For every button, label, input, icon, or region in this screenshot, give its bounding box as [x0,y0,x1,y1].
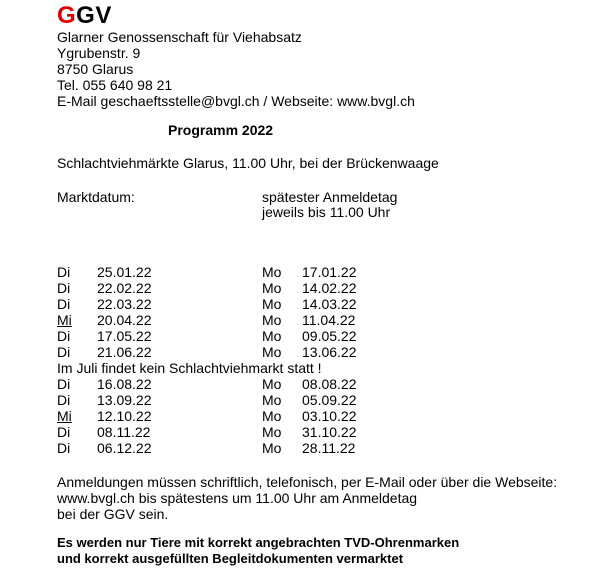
schedule-row [57,392,397,408]
market-date: 20.04.22 [97,312,152,328]
street-address: Ygrubenstr. 9 [57,45,141,61]
market-day: Di [57,392,71,408]
schedule-row [57,264,397,280]
market-date: 22.03.22 [97,296,152,312]
registration-date: 09.05.22 [302,328,357,344]
registration-day: Mo [262,408,282,424]
market-day: Di [57,328,71,344]
schedule-row [57,280,397,296]
market-day: Di [57,280,71,296]
market-day: Mi [57,312,72,328]
registration-day: Mo [262,344,282,360]
registration-date: 14.02.22 [302,280,357,296]
registration-day: Mo [262,312,282,328]
registration-day: Mo [262,264,282,280]
market-date: 08.11.22 [97,424,151,440]
logo-letters: GV [76,2,112,29]
market-day: Di [57,264,71,280]
registration-day: Mo [262,280,282,296]
schedule-row [57,296,397,312]
market-date-header: Marktdatum: [57,189,135,205]
schedule-row [57,376,397,392]
contact-line: E-Mail geschaeftsstelle@bvgl.ch / Webseite: www.bvgl.ch [57,93,415,109]
market-day: Di [57,376,71,392]
page-title: Programm 2022 [168,122,274,138]
registration-date: 08.08.22 [302,376,357,392]
registration-day: Mo [262,424,282,440]
phone: Tel. 055 640 98 21 [57,77,173,93]
market-subtitle: Schlachtviehmärkte Glarus, 11.00 Uhr, bei der Brückenwaage [57,155,439,171]
city: 8750 Glarus [57,61,134,77]
market-day: Mi [57,408,72,424]
registration-day: Mo [262,328,282,344]
schedule-row [57,440,397,456]
registration-date: 17.01.22 [302,264,357,280]
org-name: Glarner Genossenschaft für Viehabsatz [57,29,302,45]
deadline-subheader: jeweils bis 11.00 Uhr [262,204,391,220]
registration-date: 13.06.22 [302,344,357,360]
market-date: 13.09.22 [97,392,152,408]
registration-date: 31.10.22 [302,424,357,440]
registration-day: Mo [262,392,282,408]
registration-date: 14.03.22 [302,296,357,312]
market-date: 06.12.22 [97,440,152,456]
schedule-row [57,312,397,328]
schedule-row [57,424,397,440]
registration-day: Mo [262,440,282,456]
requirements-line1: Es werden nur Tiere mit korrekt angebrachten TVD-Ohrenmarken [57,535,460,550]
market-date: 25.01.22 [97,264,152,280]
registration-note-line3: bei der GGV sein. [57,506,169,522]
registration-date: 03.10.22 [302,408,357,424]
requirements-line2: und korrekt ausgefüllten Begleitdokumenten vermarktet [57,551,404,566]
july-note: Im Juli findet kein Schlachtviehmarkt statt ! [57,360,322,376]
registration-date: 11.04.22 [302,312,356,328]
market-day: Di [57,296,71,312]
schedule-row [57,328,397,344]
registration-day: Mo [262,296,282,312]
market-date: 21.06.22 [97,344,152,360]
registration-day: Mo [262,376,282,392]
market-day: Di [57,344,71,360]
registration-date: 28.11.22 [302,440,356,456]
market-date: 12.10.22 [97,408,152,424]
registration-date: 05.09.22 [302,392,357,408]
ggv-logo [57,3,112,29]
market-date: 16.08.22 [97,376,152,392]
logo-letter-red: G [57,2,77,29]
market-day: Di [57,424,71,440]
deadline-header: spätester Anmeldetag [262,189,398,205]
market-date: 17.05.22 [97,328,152,344]
registration-note-line2: www.bvgl.ch bis spätestens um 11.00 Uhr am Anmeldetag [57,490,418,506]
schedule-row [57,344,397,360]
registration-note-line1: Anmeldungen müssen schriftlich, telefonisch, per E-Mail oder über die Webseite: [57,474,558,490]
market-day: Di [57,440,71,456]
market-date: 22.02.22 [97,280,152,296]
schedule-row [57,408,397,424]
